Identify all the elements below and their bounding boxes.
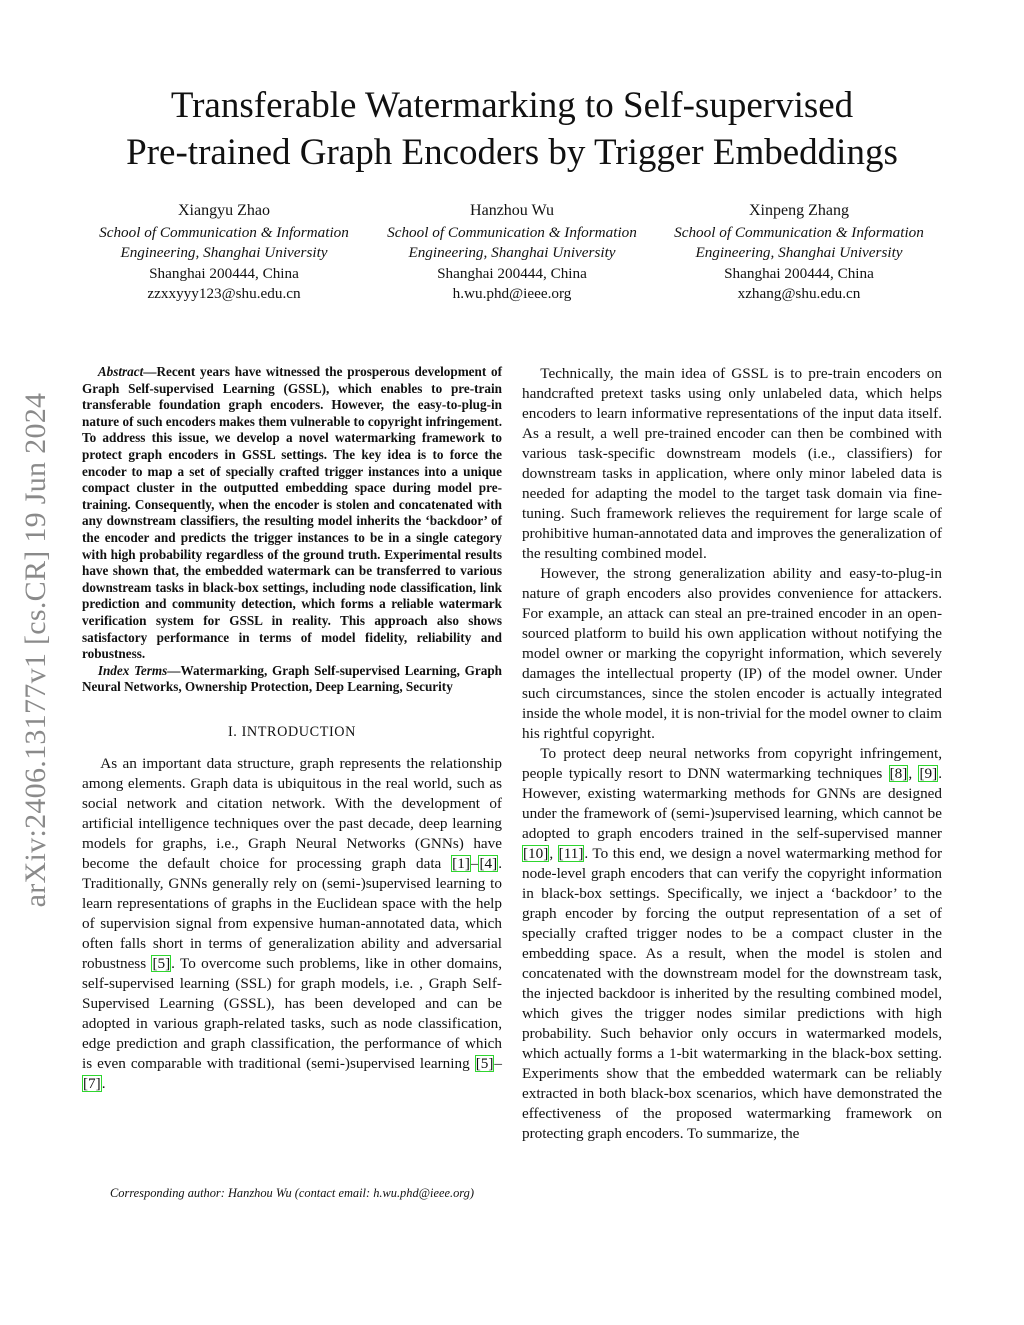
section-heading-introduction: I. INTRODUCTION [227, 723, 356, 740]
index-terms [82, 663, 502, 696]
citation-link[interactable]: [11] [558, 845, 584, 862]
citation-link[interactable]: [10] [523, 845, 549, 862]
title-line-2: Pre-trained Graph Encoders by Trigger Embeddings [126, 132, 898, 173]
intro-paragraph [82, 754, 502, 1094]
index-terms-label: Index Terms [97, 662, 168, 678]
author-email: xzhang@shu.edu.cn [737, 285, 861, 302]
author-affiliation-line-2: Engineering, Shanghai University [120, 244, 328, 261]
text-run: . Traditionally, GNNs generally rely on (semi-)supervised learning to learn representations of graphs in the Euclidean space with the help of supervision signal from expensive human-annotated data, which often falls short in terms of generalization ability and adversarial robustness [82, 854, 502, 972]
text-run: . To this end, we design a novel watermarking method for node-level graph encoders that can verify the copyright information in black-box settings. Specifically, we inject a ‘backdoor’ to the graph encoder by forcing the output representation of a set of specially crafted trigger nodes to be a compact cluster in the embedding space. As a result, when the model is stolen and concatenated with the downstream model for the downstream task, the injected backdoor is inherited by the resulting combined model, which gives the trigger nodes similar predictions with high probability. Such behavior only occurs in watermarked models, which actually forms a 1-bit watermarking in the black-box setting. Experiments show that the embedded watermark can be reliably extracted in both black-box scenarios, which have demonstrated the effectiveness of the proposed watermarking framework on protecting graph encoders. To summarize, the [522, 845, 943, 1142]
left-column [82, 364, 502, 1094]
author-name: Hanzhou Wu [470, 202, 554, 219]
text-run: , [549, 845, 558, 862]
text-run: – [470, 854, 479, 872]
body-paragraph-3 [522, 744, 942, 1144]
author-address: Shanghai 200444, China [724, 264, 874, 282]
author-name: Xiangyu Zhao [178, 202, 270, 219]
citation-link[interactable]: [4] [479, 854, 498, 872]
text-run: . To overcome such problems, like in other domains, self-supervised learning (SSL) for graph models, i.e. , Graph Self-Supervised Learning (GSSL), has been developed and can be adopted in various graph-related tasks, such as node classification, edge prediction and graph classification, the performance of which is even comparable with traditional (semi-)supervised learning [82, 954, 503, 1072]
author-1 [74, 201, 374, 305]
arxiv-id-text: arXiv:2406.13177v1 [cs.CR] 19 Jun 2024 [19, 392, 52, 908]
abstract-label: Abstract [97, 364, 144, 379]
citation-link[interactable]: [8] [889, 765, 908, 782]
author-name: Xinpeng Zhang [749, 202, 849, 219]
abstract [82, 364, 502, 663]
right-column [522, 364, 942, 1144]
title-line-1: Transferable Watermarking to Self-supervised [170, 85, 854, 126]
citation-link[interactable]: [1] [452, 854, 470, 872]
author-email: zzxxyyy123@shu.edu.cn [147, 285, 301, 302]
abstract-text: —Recent years have witnessed the prosperous development of Graph Self-supervised Learning (GSSL), which enables to pre-train transferable foundation graph encoders. However, the easy-to-plug-in nature of such encoders makes them vulnerable to copyright infringement. To address this issue, we develop a novel watermarking framework to protect graph encoders in GSSL settings. The key idea is to force the encoder to map a set of specially crafted trigger instances into a unique compact cluster in the outputted embedding space during model pre-training. Consequently, when the encoder is stolen and concatenated with any downstream classifiers, the resulting model inherits the ‘backdoor’ of the encoder and predicts the trigger instances to be in a single category with high probability regardless of the ground truth. Experimental results have shown that, the embedded watermark can be transferred to various downstream tasks in black-box settings, including node classification, link prediction and community detection, which forms a reliable watermark verification system for GSSL in reality. This approach also shows satisfactory performance in terms of model fidelity, reliability and robustness. [82, 364, 502, 662]
author-affiliation-line-1: School of Communication & Information [387, 223, 637, 241]
text-run: , [908, 765, 919, 782]
citation-link[interactable]: [9] [919, 765, 938, 782]
author-affiliation-line-2: Engineering, Shanghai University [695, 244, 903, 261]
index-terms-text: —Watermarking, Graph Self-supervised Learning, Graph Neural Networks, Ownership Protection, Deep Learning, Security [82, 662, 502, 695]
paper-title [60, 82, 964, 176]
text-run: As an important data structure, graph represents the relationship among elements. Graph data is ubiquitous in the real world, such as social network and citation network. With the development of artificial intelligence techniques over the past decade, deep learning models for graphs, i.e., Graph Neural Networks (GNNs) have become the default choice for processing graph data [82, 754, 502, 872]
author-address: Shanghai 200444, China [149, 264, 299, 282]
text-run: – [494, 1054, 502, 1072]
author-3 [649, 201, 949, 305]
arxiv-sidebar-identifier [4, 360, 68, 940]
body-paragraph-1: Technically, the main idea of GSSL is to pre-train encoders on handcrafted pretext tasks using only unlabeled data, which helps encoders to learn informative representations of the input data itself. As a result, a well pre-trained encoder can then be combined with various task-specific downstream models (i.e., classifiers) for downstream tasks in application, where only minor labeled data is needed for adapting the model to the target task domain via fine-tuning. Such framework relieves the requirement for large scale of prohibitive human-annotated data and improves the generalization of the resulting combined model. [522, 365, 942, 562]
author-2 [362, 201, 662, 305]
text-run: . [101, 1074, 106, 1092]
author-affiliation-line-1: School of Communication & Information [99, 223, 349, 241]
corresponding-author-footnote: Corresponding author: Hanzhou Wu (contact email: h.wu.phd@ieee.org) [110, 1186, 474, 1200]
author-email: h.wu.phd@ieee.org [452, 285, 572, 302]
author-address: Shanghai 200444, China [437, 264, 587, 282]
body-paragraph-2: However, the strong generalization ability and easy-to-plug-in nature of graph encoders also provides convenience for attackers. For example, an attack can steal an pre-trained encoder in an open-sourced platform to build his own application without notifying the model owner or marking the copyright information, which severely damages the intellectual property (IP) of the model owner. Under such circumstances, since the stolen encoder is actually integrated inside the whole model, it is non-trivial for the model owner to claim his rightful copyright. [522, 565, 942, 742]
author-affiliation-line-2: Engineering, Shanghai University [408, 244, 616, 261]
citation-link[interactable]: [7] [83, 1074, 101, 1092]
citation-link[interactable]: [5] [152, 954, 171, 972]
text-run: . However, existing watermarking methods for GNNs are designed under the framework of (semi-)supervised learning, which cannot be adopted to graph encoders trained in the self-supervised manner [522, 765, 942, 842]
citation-link[interactable]: [5] [475, 1054, 494, 1072]
author-affiliation-line-1: School of Communication & Information [674, 223, 924, 241]
text-run: To protect deep neural networks from copyright infringement, people typically resort to DNN watermarking techniques [522, 745, 942, 782]
